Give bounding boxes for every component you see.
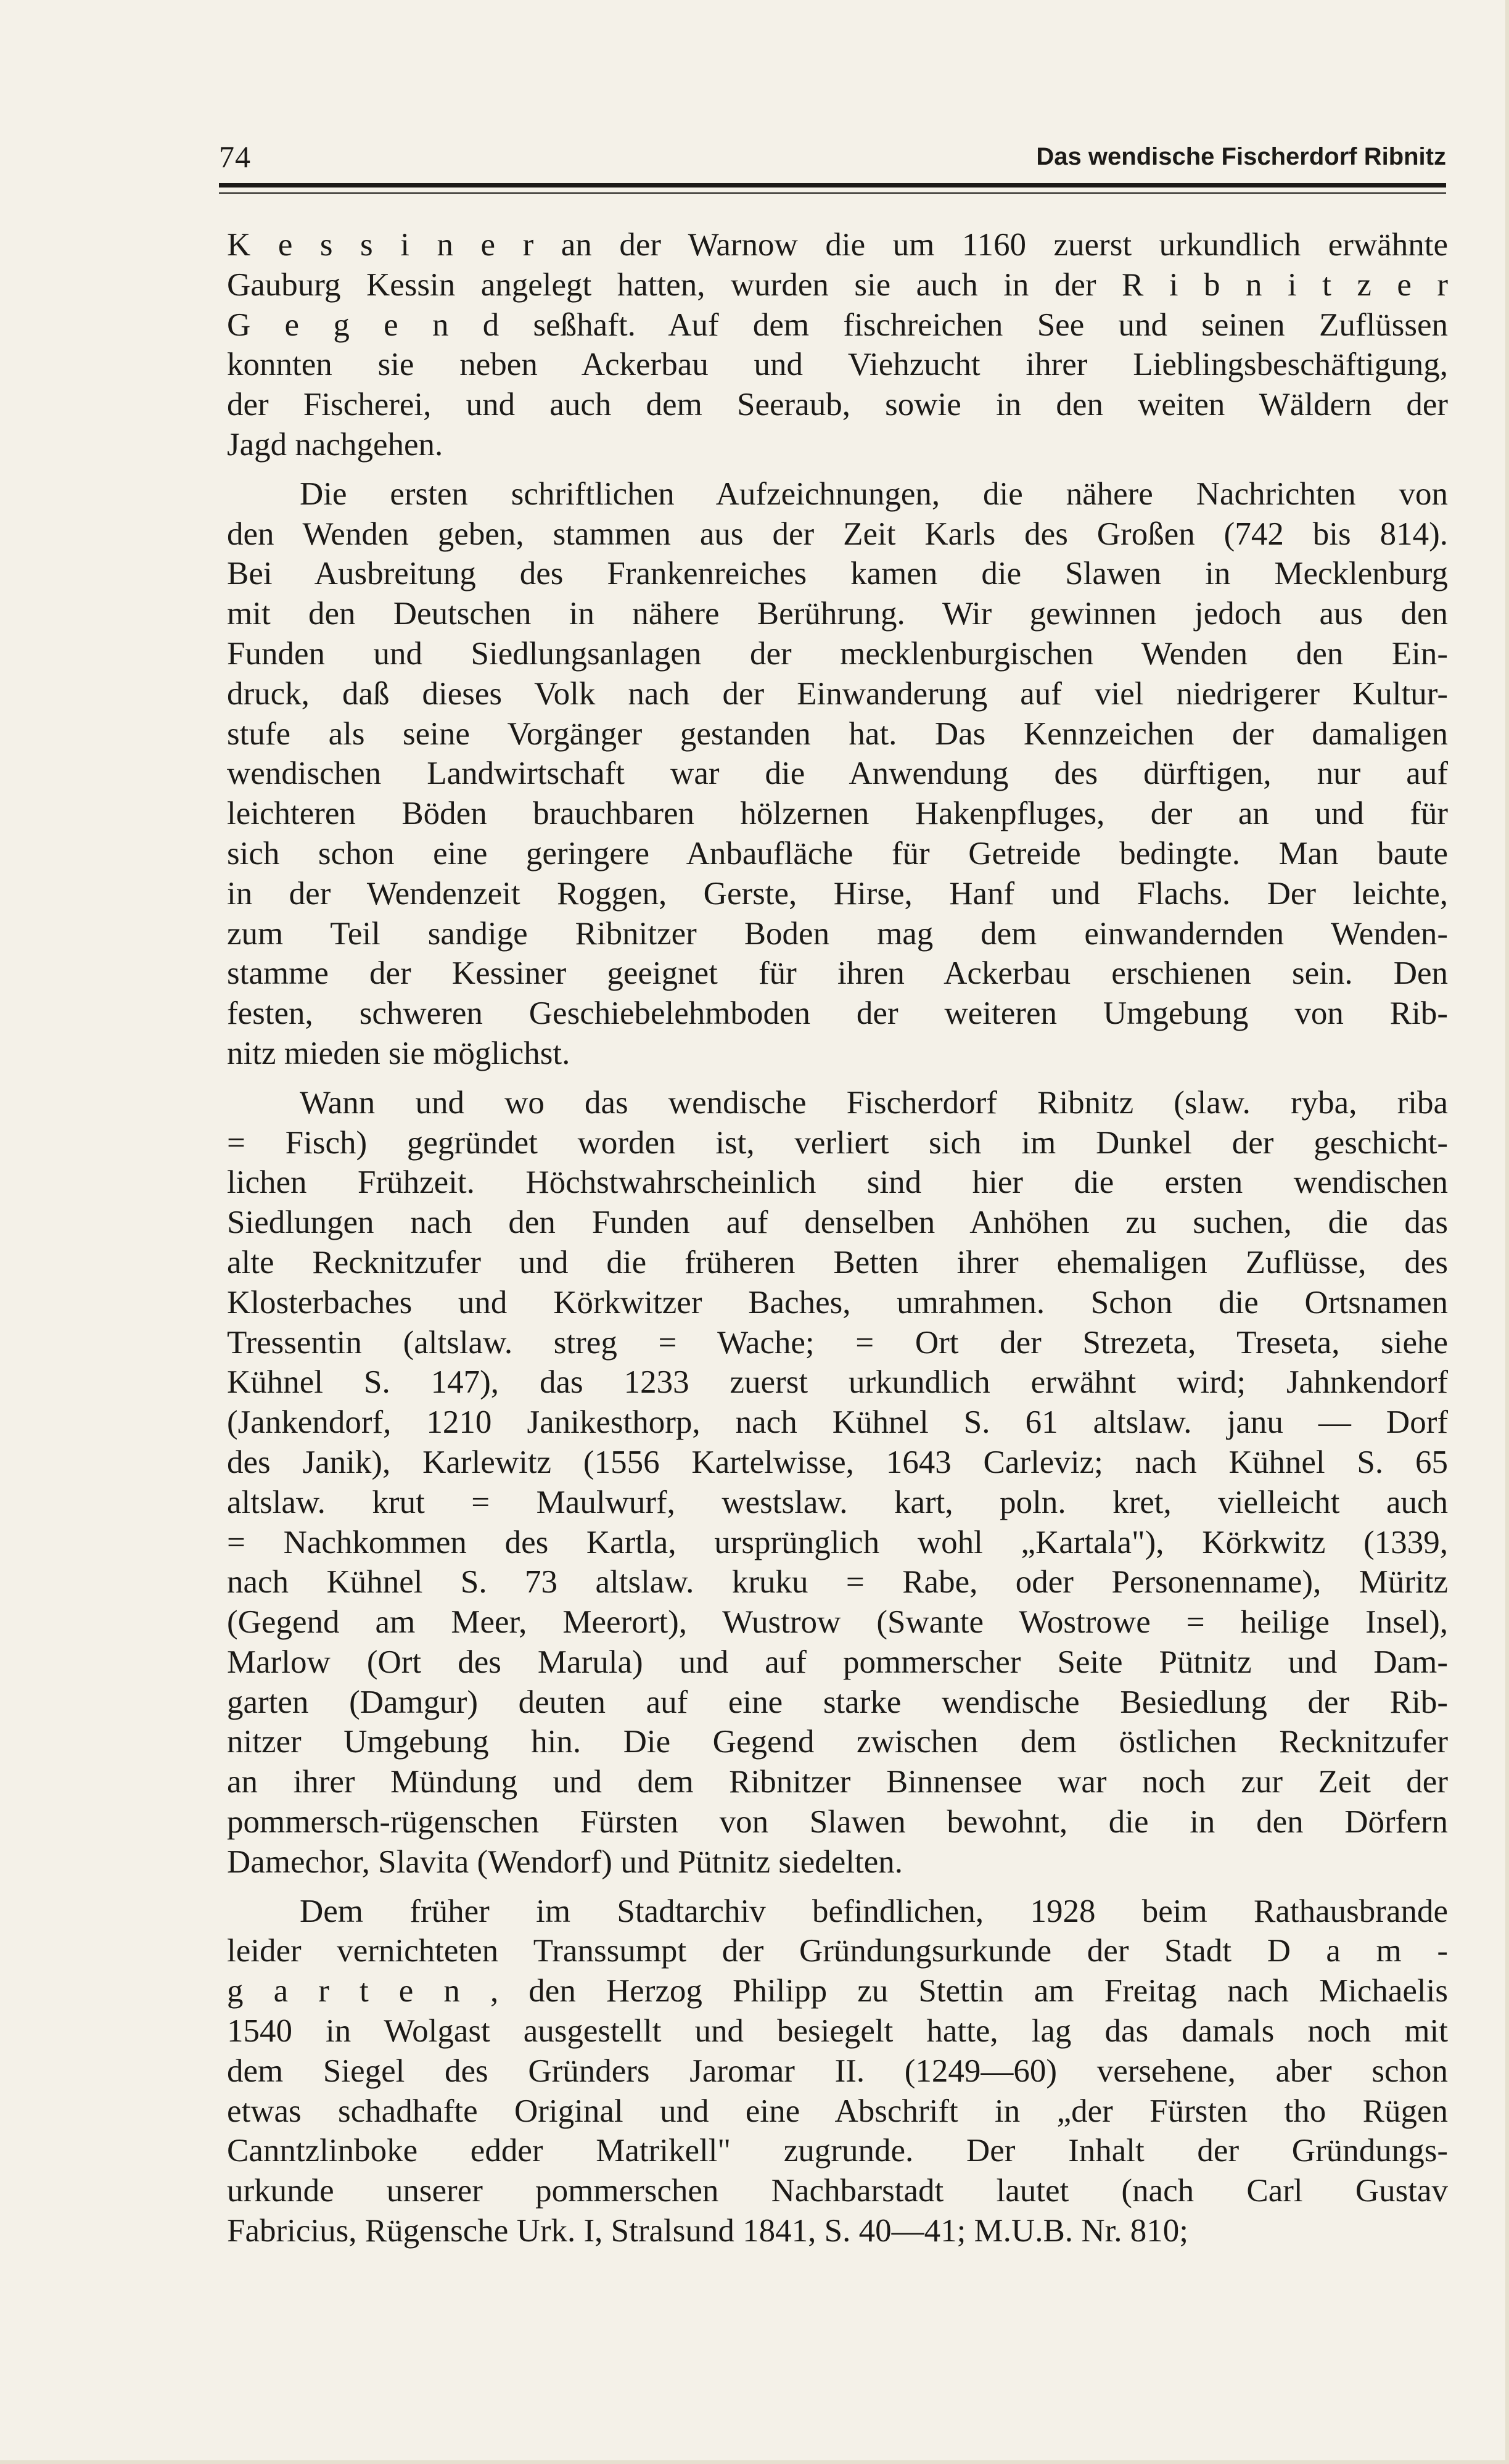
text-line: stufe als seine Vorgänger gestanden hat. Das Kennzeichen der damaligen (227, 715, 1448, 752)
text-line: druck, daß dieses Volk nach der Einwanderung auf viel niedrigerer Kultur- (227, 675, 1448, 712)
text-line: = Fisch) gegründet worden ist, verliert sich im Dunkel der geschicht- (227, 1124, 1448, 1161)
text-line: Tressentin (altslaw. streg = Wache; = Ort der Strezeta, Treseta, siehe (227, 1324, 1448, 1361)
text-line: Klosterbaches und Körkwitzer Baches, umrahmen. Schon die Ortsnamen (227, 1284, 1448, 1321)
text-line: festen, schweren Geschiebelehmboden der weiteren Umgebung von Rib- (227, 995, 1448, 1032)
text-line: nitz mieden sie möglichst. (227, 1035, 570, 1071)
text-line: Marlow (Ort des Marula) und auf pommerscher Seite Pütnitz und Dam- (227, 1644, 1448, 1680)
paragraph (227, 1083, 1448, 1882)
text-line: leider vernichteten Transsumpt der Gründungsurkunde der Stadt D a m - (227, 1933, 1448, 1969)
text-line: dem Siegel des Gründers Jaromar II. (1249—60) versehene, aber schon (227, 2053, 1448, 2089)
text-line: garten (Damgur) deuten auf eine starke wendische Besiedlung der Rib- (227, 1684, 1448, 1720)
page-header (219, 126, 1446, 182)
text-line: Die ersten schriftlichen Aufzeichnungen, die nähere Nachrichten von (300, 476, 1448, 512)
text-line: mit den Deutschen in nähere Berührung. Wir gewinnen jedoch aus den (227, 596, 1448, 632)
body-text (227, 225, 1448, 2251)
paragraph (227, 474, 1448, 1074)
text-line: Fabricius, Rügensche Urk. I, Stralsund 1841, S. 40—41; M.U.B. Nr. 810; (227, 2213, 1189, 2249)
text-line: Dem früher im Stadtarchiv befindlichen, 1928 beim Rathausbrande (300, 1893, 1448, 1929)
text-line: leichteren Böden brauchbaren hölzernen Hakenpfluges, der an und für (227, 796, 1448, 832)
text-line: konnten sie neben Ackerbau und Viehzucht ihrer Lieblingsbeschäftigung, (227, 347, 1448, 383)
text-line: Wann und wo das wendische Fischerdorf Ribnitz (slaw. ryba, riba (300, 1084, 1448, 1121)
text-line: Damechor, Slavita (Wendorf) und Pütnitz siedelten. (227, 1844, 903, 1880)
text-line: nitzer Umgebung hin. Die Gegend zwischen dem östlichen Recknitzufer (227, 1724, 1448, 1760)
page-number: 74 (219, 139, 251, 174)
text-line: wendischen Landwirtschaft war die Anwendung des dürftigen, nur auf (227, 756, 1448, 792)
text-line: alte Recknitzufer und die früheren Betten ihrer ehemaligen Zuflüsse, des (227, 1244, 1448, 1280)
text-line: Siedlungen nach den Funden auf denselben Anhöhen zu suchen, die das (227, 1205, 1448, 1241)
text-line: in der Wendenzeit Roggen, Gerste, Hirse, Hanf und Flachs. Der leichte, (227, 875, 1448, 912)
text-line: Kühnel S. 147), das 1233 zuerst urkundlich erwähnt wird; Jahnkendorf (227, 1364, 1448, 1401)
text-line: stamme der Kessiner geeignet für ihren Ackerbau erschienen sein. Den (227, 955, 1448, 992)
text-line: an ihrer Mündung und dem Ribnitzer Binnensee war noch zur Zeit der (227, 1764, 1448, 1800)
text-line: Bei Ausbreitung des Frankenreiches kamen die Slawen in Mecklenburg (227, 556, 1448, 592)
text-line: der Fischerei, und auch dem Seeraub, sowie in den weiten Wäldern der (227, 387, 1448, 423)
text-line: (Gegend am Meer, Meerort), Wustrow (Swante Wostrowe = heilige Insel), (227, 1604, 1448, 1641)
text-line: lichen Frühzeit. Höchstwahrscheinlich sind hier die ersten wendischen (227, 1164, 1448, 1201)
paragraph (227, 225, 1448, 465)
text-line: Canntzlinboke edder Matrikell" zugrunde. Der Inhalt der Gründungs- (227, 2133, 1448, 2169)
text-line: g a r t e n , den Herzog Philipp zu Stettin am Freitag nach Michaelis (227, 1973, 1448, 2009)
text-line: urkunde unserer pommerschen Nachbarstadt lautet (nach Carl Gustav (227, 2173, 1448, 2209)
header-rule-thick (219, 183, 1446, 187)
text-line: altslaw. krut = Maulwurf, westslaw. kart, poln. kret, vielleicht auch (227, 1484, 1448, 1520)
text-line: Funden und Siedlungsanlagen der mecklenburgischen Wenden den Ein- (227, 635, 1448, 672)
text-line: (Jankendorf, 1210 Janikesthorp, nach Kühnel S. 61 altslaw. janu — Dorf (227, 1404, 1448, 1441)
text-line: K e s s i n e r an der Warnow die um 1160 zuerst urkundlich erwähnte (227, 227, 1448, 263)
text-line: G e g e n d seßhaft. Auf dem fischreichen See und seinen Zuflüssen (227, 307, 1448, 343)
text-line: des Janik), Karlewitz (1556 Kartelwisse, 1643 Carleviz; nach Kühnel S. 65 (227, 1444, 1448, 1480)
text-line: zum Teil sandige Ribnitzer Boden mag dem einwandernden Wenden- (227, 915, 1448, 952)
paragraph-gap (227, 465, 1448, 474)
text-line: = Nachkommen des Kartla, ursprünglich wohl „Kartala"), Körkwitz (1339, (227, 1524, 1448, 1560)
text-line: 1540 in Wolgast ausgestellt und besiegelt hatte, lag das damals noch mit (227, 2013, 1448, 2050)
text-line: pommersch-rügenschen Fürsten von Slawen bewohnt, die in den Dörfern (227, 1804, 1448, 1840)
text-line: nach Kühnel S. 73 altslaw. kruku = Rabe, oder Personenname), Müritz (227, 1564, 1448, 1601)
text-line: den Wenden geben, stammen aus der Zeit Karls des Großen (742 bis 814). (227, 516, 1448, 552)
text-line: etwas schadhafte Original und eine Abschrift in „der Fürsten tho Rügen (227, 2093, 1448, 2129)
paragraph-gap (227, 1074, 1448, 1083)
paragraph-gap (227, 1882, 1448, 1892)
text-line: Gauburg Kessin angelegt hatten, wurden sie auch in der R i b n i t z e r (227, 266, 1448, 303)
running-title: Das wendische Fischerdorf Ribnitz (1036, 143, 1446, 170)
header-rule-thin (219, 192, 1446, 194)
text-line: sich schon eine geringere Anbaufläche für Getreide bedingte. Man baute (227, 835, 1448, 871)
paragraph (227, 1892, 1448, 2251)
text-line: Jagd nachgehen. (227, 426, 443, 463)
